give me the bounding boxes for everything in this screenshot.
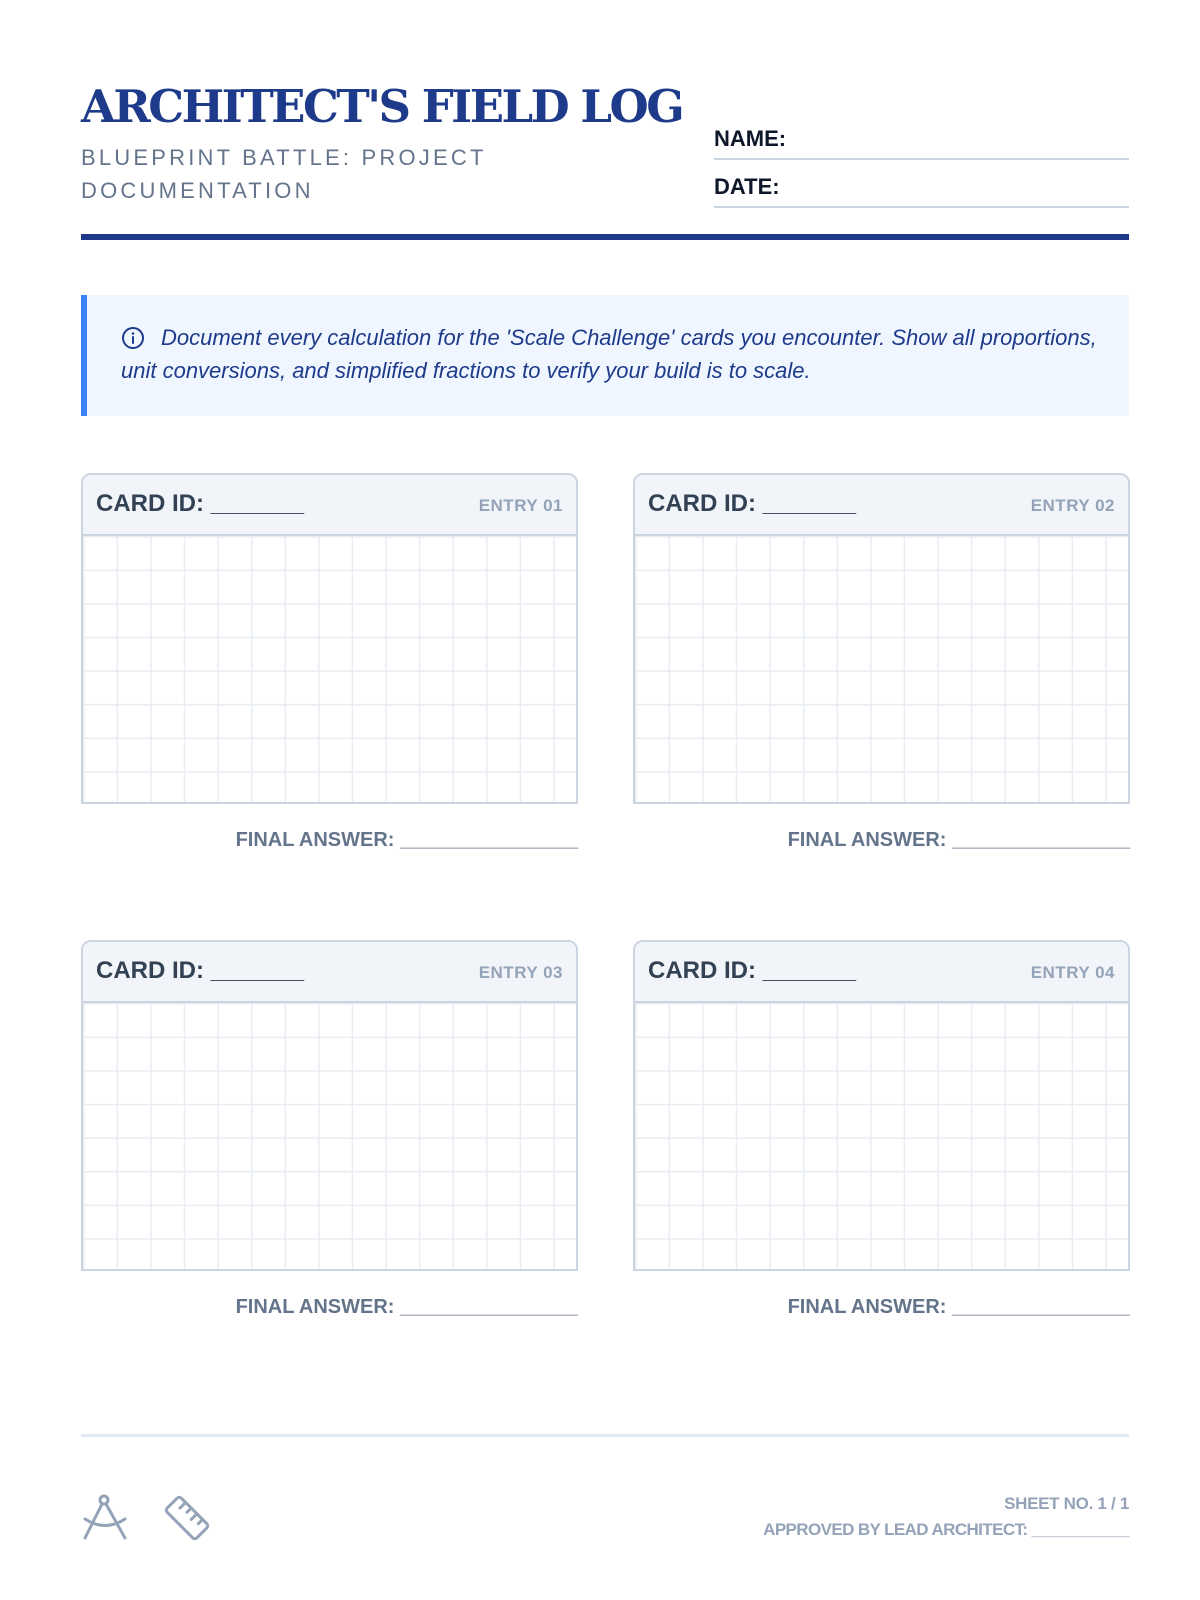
worksheet-page [81,0,1129,1600]
card-header [83,475,576,536]
card-box [81,473,578,804]
card-header [635,475,1128,536]
entry-number: ENTRY 02 [1030,496,1115,515]
footer-divider [81,1434,1129,1437]
page-title: ARCHITECT'S FIELD LOG [81,80,683,133]
final-answer-field[interactable]: FINAL ANSWER: ________________ [235,829,578,851]
date-label: DATE: [714,174,780,199]
entry-number: ENTRY 04 [1030,963,1115,982]
final-answer-field[interactable]: FINAL ANSWER: ________________ [787,829,1130,851]
compass-icon [81,1492,131,1542]
name-label: NAME: [714,126,787,151]
final-answer-field[interactable]: FINAL ANSWER: ________________ [235,1296,578,1318]
name-field[interactable] [714,124,1129,160]
card-id-label: CARD ID: _______ [96,490,305,517]
card-header [83,942,576,1003]
header-divider [81,234,1129,240]
sheet-number: SHEET NO. 1 / 1 [1004,1494,1129,1513]
page-subtitle: BLUEPRINT BATTLE: PROJECT DOCUMENTATION [81,145,487,203]
instruction-text: Document every calculation for the 'Scale Challenge' cards you encounter. Show all proportions, unit conversions, and simplified fractions to verify your build is to scale. [121,325,1097,383]
card-header [635,942,1128,1003]
card-box [81,940,578,1271]
card-box [633,473,1130,804]
instruction-box [81,295,1129,416]
approval-field[interactable]: APPROVED BY LEAD ARCHITECT: ___________ [763,1520,1129,1539]
date-field[interactable] [714,172,1129,208]
calculation-grid[interactable] [635,1003,1128,1271]
calculation-grid[interactable] [635,536,1128,804]
ruler-icon [161,1492,213,1544]
entry-number: ENTRY 01 [478,496,563,515]
calculation-grid[interactable] [83,1003,576,1271]
final-answer-field[interactable]: FINAL ANSWER: ________________ [787,1296,1130,1318]
card-box [633,940,1130,1271]
entry-number: ENTRY 03 [478,963,563,982]
calculation-grid[interactable] [83,536,576,804]
card-id-label: CARD ID: _______ [96,957,305,984]
card-id-label: CARD ID: _______ [648,490,857,517]
card-id-label: CARD ID: _______ [648,957,857,984]
